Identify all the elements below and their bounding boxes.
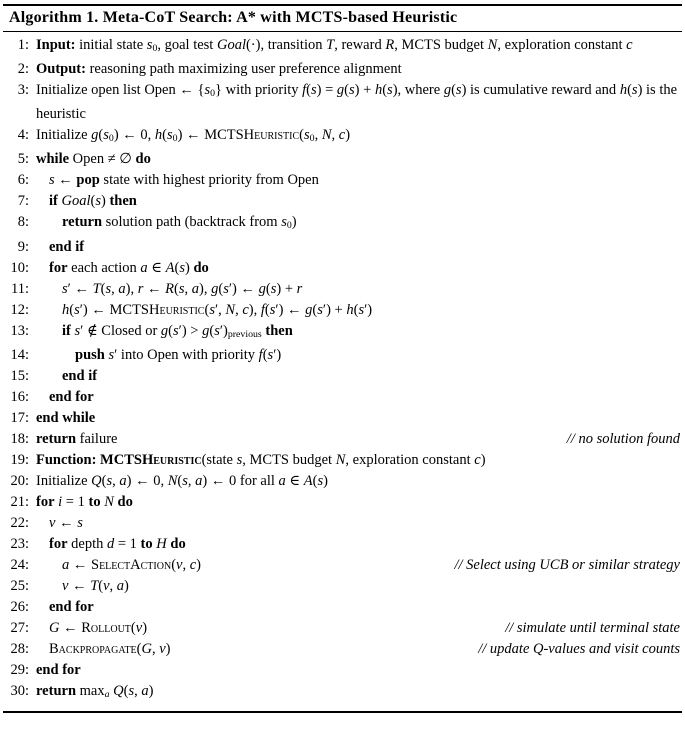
line-number: 3:	[17, 82, 29, 99]
algorithm-line	[3, 149, 682, 170]
line-content	[36, 35, 682, 59]
line-code: if s′ ∉ Closed or $g(s') > g(s')_{previous}$ then	[62, 322, 293, 340]
algorithm-line	[3, 35, 682, 59]
algorithm-lines	[3, 35, 682, 705]
line-number: 4:	[17, 127, 29, 144]
line-content	[36, 618, 682, 639]
algorithm-line	[3, 660, 682, 681]
line-content	[36, 597, 682, 618]
line-code: Initialize open list Open ← $\{s_0\}$ with priority f(s) = g(s) + h(s), where g(s) is cumulative reward and h(s) is the heuristic	[36, 82, 678, 123]
line-number: 28:	[10, 640, 29, 657]
algorithm-line	[3, 492, 682, 513]
line-number: 12:	[10, 301, 29, 318]
line-content	[36, 170, 682, 191]
line-number: 25:	[10, 577, 29, 594]
line-code: s ← pop state with highest priority from Open	[49, 172, 319, 189]
line-number: 18:	[10, 430, 29, 447]
line-code: push s′ into Open with priority f(s′)	[75, 346, 282, 363]
line-number: 15:	[10, 367, 29, 384]
line-content	[36, 366, 682, 387]
line-code: Initialize $g(s_0)$ ← 0, $h(s_0)$ ← $MCTSHeuristic(s_0$, N, c)	[36, 127, 351, 145]
line-content	[36, 237, 682, 258]
line-content	[36, 576, 682, 597]
line-number: 9:	[17, 238, 29, 255]
line-number: 13:	[10, 322, 29, 339]
line-code: if Goal(s) then	[49, 193, 137, 210]
line-code: end for	[49, 388, 94, 405]
line-number: 23:	[10, 535, 29, 552]
line-number: 17:	[10, 409, 29, 426]
line-content	[36, 279, 682, 300]
algorithm-line	[3, 534, 682, 555]
line-code: end if	[49, 238, 85, 255]
line-content	[36, 59, 682, 80]
line-code: Function: MCTSHeuristic(state s, MCTS budget N, exploration constant c)	[36, 451, 486, 468]
line-number: 20:	[10, 472, 29, 489]
algorithm-line	[3, 300, 682, 321]
line-content	[36, 513, 682, 534]
algorithm-line	[3, 258, 682, 279]
line-number: 16:	[10, 388, 29, 405]
algorithm-line	[3, 279, 682, 300]
line-code: for i = 1 to N do	[36, 493, 133, 510]
line-code: end for	[49, 598, 94, 615]
line-content	[36, 639, 682, 660]
algorithm-line	[3, 471, 682, 492]
algorithm-line	[3, 408, 682, 429]
line-code: Initialize Q(s, a) ← 0, N(s, a) ← 0 for all a ∈ A(s)	[36, 472, 328, 489]
line-code: G ← Rollout(v)	[49, 619, 148, 636]
line-content	[36, 191, 682, 212]
line-code: end for	[36, 661, 81, 678]
algorithm-line	[3, 513, 682, 534]
line-code: v ← T(v, a)	[62, 577, 129, 594]
algorithm-line	[3, 321, 682, 345]
algorithm-line	[3, 387, 682, 408]
inline-comment: // update Q-values and visit counts	[478, 640, 680, 657]
line-number: 10:	[10, 259, 29, 276]
line-code: for depth d = 1 to H do	[49, 535, 186, 552]
line-code: return solution path (backtrack from $s_0$)	[62, 214, 297, 232]
line-number: 8:	[17, 214, 29, 231]
line-number: 5:	[17, 151, 29, 168]
line-number: 19:	[10, 451, 29, 468]
line-code: end while	[36, 409, 96, 426]
algorithm-line	[3, 429, 682, 450]
line-number: 14:	[10, 346, 29, 363]
line-content	[36, 212, 682, 236]
inline-comment: // no solution found	[566, 430, 680, 447]
algorithm-line	[3, 191, 682, 212]
line-content	[36, 408, 682, 429]
line-content	[36, 429, 682, 450]
line-number: 6:	[17, 172, 29, 189]
line-content	[36, 492, 682, 513]
line-content	[36, 471, 682, 492]
line-content	[36, 300, 682, 321]
line-code: Input: initial state $s_0$, goal test Goal(·), transition T, reward R, MCTS budget N, exploration constant c	[36, 37, 633, 55]
algorithm-line	[3, 170, 682, 191]
line-number: 2:	[17, 61, 29, 78]
algorithm-line	[3, 597, 682, 618]
algorithm-line	[3, 212, 682, 236]
inline-comment: // Select using UCB or similar strategy	[454, 556, 680, 573]
line-code: Output: reasoning path maximizing user preference alignment	[36, 61, 402, 78]
line-number: 11:	[11, 280, 29, 297]
line-code: Backpropagate(G, v)	[49, 640, 171, 657]
line-number: 30:	[10, 682, 29, 699]
line-content	[36, 345, 682, 366]
line-content	[36, 450, 682, 471]
algorithm-line	[3, 555, 682, 576]
line-content	[36, 387, 682, 408]
line-code: while Open ≠ ∅ do	[36, 151, 151, 168]
inline-comment: // simulate until terminal state	[505, 619, 680, 636]
algorithm-line	[3, 576, 682, 597]
line-number: 22:	[10, 514, 29, 531]
line-number: 29:	[10, 661, 29, 678]
line-code: for each action a ∈ A(s) do	[49, 259, 209, 276]
line-number: 24:	[10, 556, 29, 573]
line-content	[36, 534, 682, 555]
line-code: return $\max_a Q(s$, a)	[36, 682, 154, 700]
algorithm-line	[3, 59, 682, 80]
algorithm-line	[3, 80, 682, 125]
line-content	[36, 125, 682, 149]
line-content	[36, 80, 682, 125]
line-number: 26:	[10, 598, 29, 615]
algorithm-line	[3, 639, 682, 660]
algorithm-line	[3, 618, 682, 639]
algorithm-line	[3, 345, 682, 366]
line-content	[36, 555, 682, 576]
line-number: 27:	[10, 619, 29, 636]
line-number: 7:	[17, 193, 29, 210]
line-content	[36, 660, 682, 681]
line-number: 21:	[10, 493, 29, 510]
line-content	[36, 681, 682, 705]
line-code: s′ ← T(s, a), r ← R(s, a), g(s′) ← g(s) + r	[62, 280, 303, 297]
line-code: h(s′) ← MCTSHeuristic(s′, N, c), f(s′) ← g(s′) + h(s′)	[62, 301, 373, 318]
algorithm-block	[3, 4, 682, 713]
algorithm-line	[3, 125, 682, 149]
algorithm-line	[3, 681, 682, 705]
line-code: v ← s	[49, 514, 83, 531]
line-number: 1:	[17, 37, 29, 53]
line-code: end if	[62, 367, 98, 384]
line-content	[36, 258, 682, 279]
line-content	[36, 321, 682, 345]
algorithm-line	[3, 366, 682, 387]
algorithm-line	[3, 237, 682, 258]
line-code: return failure	[36, 430, 118, 447]
algorithm-line	[3, 450, 682, 471]
line-content	[36, 149, 682, 170]
line-code: a ← SelectAction(v, c)	[62, 556, 202, 573]
algorithm-title: Algorithm 1. Meta-CoT Search: A* with MCTS-based Heuristic	[3, 6, 682, 32]
